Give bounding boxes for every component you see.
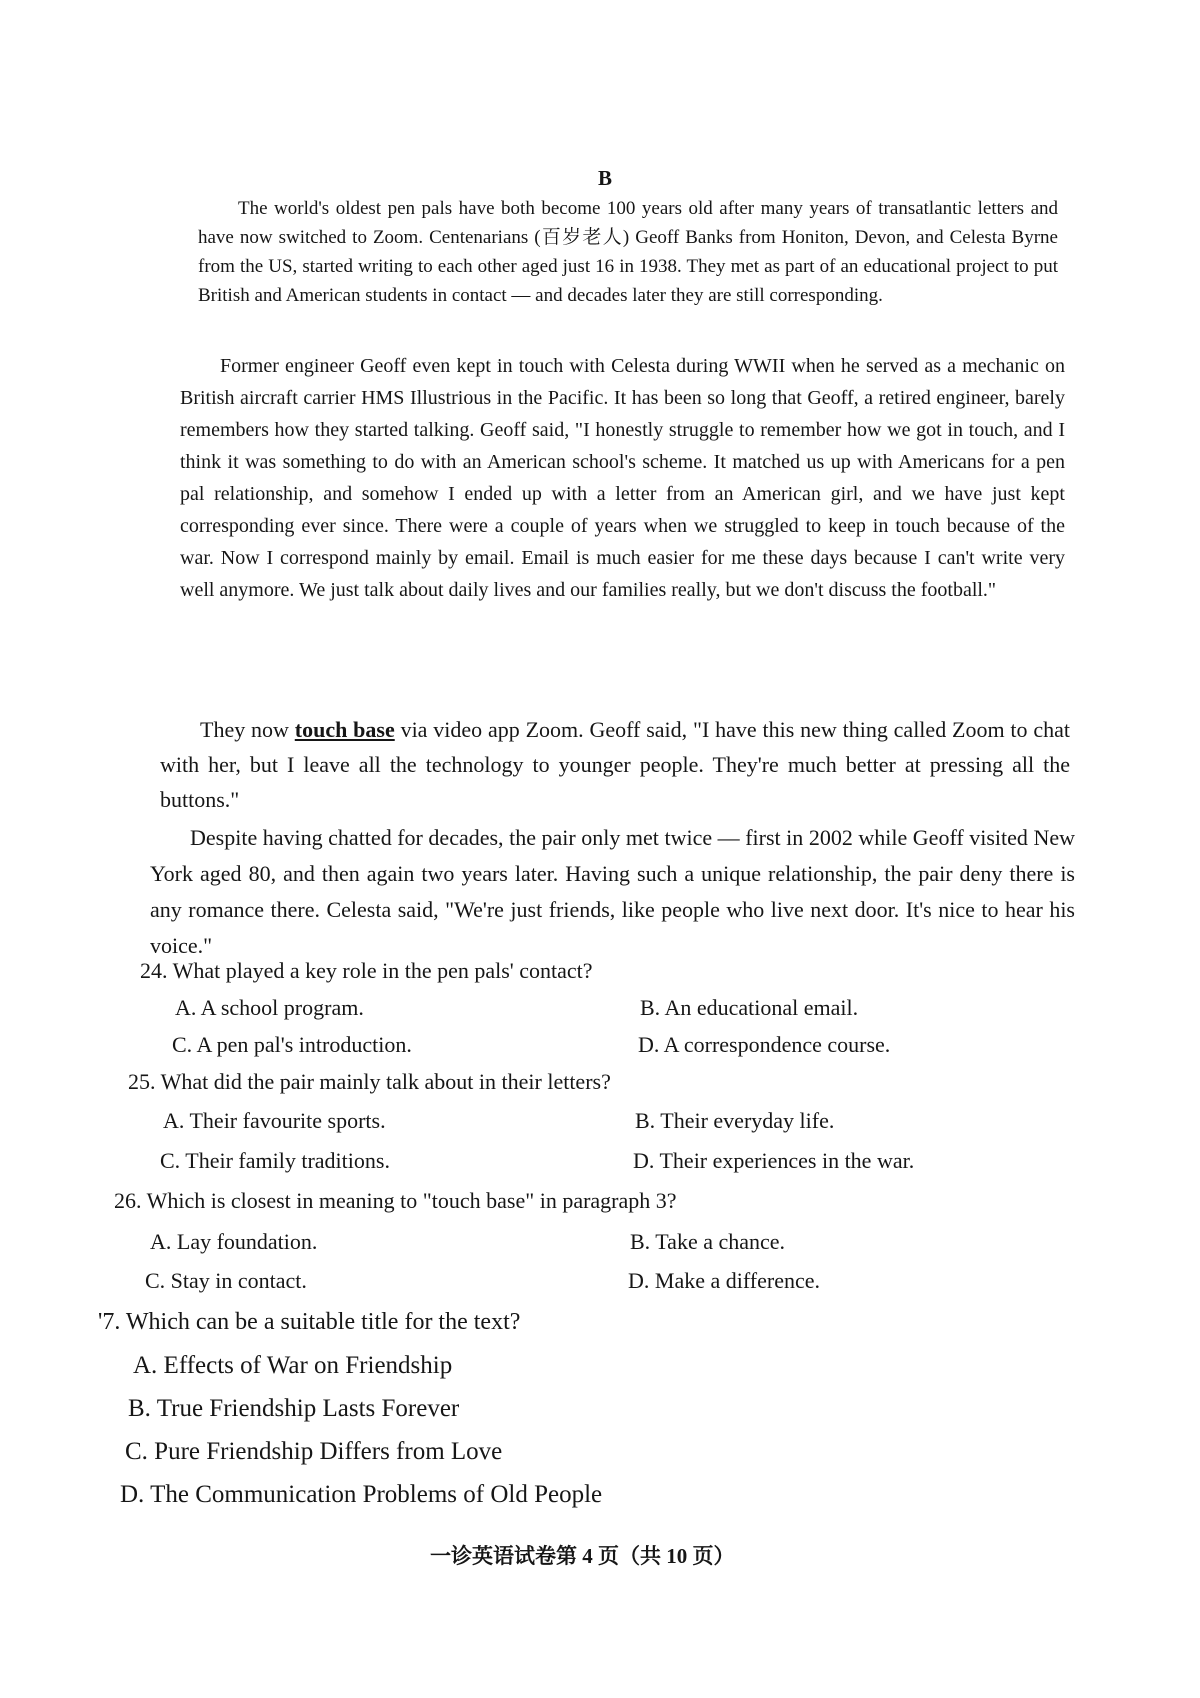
question-24-option-b: B. An educational email. [640, 995, 859, 1020]
question-24-stem: 24. What played a key role in the pen pals' contact? [140, 958, 593, 983]
passage-paragraph-2 [180, 350, 1065, 606]
passage-paragraph-3 [160, 712, 1070, 817]
question-24-option-c: C. A pen pal's introduction. [172, 1032, 412, 1057]
question-26-stem: 26. Which is closest in meaning to "touch base" in paragraph 3? [114, 1188, 677, 1213]
question-26-option-c: C. Stay in contact. [145, 1268, 307, 1293]
question-26-option-d: D. Make a difference. [628, 1268, 820, 1293]
underlined-phrase: touch base [294, 717, 395, 742]
question-27-option-c: C. Pure Friendship Differs from Love [125, 1438, 503, 1465]
question-26-option-a: A. Lay foundation. [150, 1229, 318, 1254]
page-footer: 一诊英语试卷第 4 页（共 10 页） [430, 1544, 735, 1568]
question-27-option-b: B. True Friendship Lasts Forever [128, 1395, 460, 1422]
question-25-option-d: D. Their experiences in the war. [633, 1148, 915, 1173]
paragraph-text: The world's oldest pen pals have both become 100 years old after many years of transatlantic letters and have now switched to Zoom. Centenarians (百岁老人) Geoff Banks from Honiton, Devon, and Celesta Byrne from the US, started writing to each other aged just 16 in 1938. They met as part of an educational project to put British and American students in contact — and decades later they are still corresponding. [198, 198, 1058, 306]
question-25-option-a: A. Their favourite sports. [163, 1108, 386, 1133]
paragraph-text: Former engineer Geoff even kept in touch with Celesta during WWII when he served as a mechanic on British aircraft carrier HMS Illustrious in the Pacific. It has been so long that Geoff, a retired engineer, barely remembers how they started talking. Geoff said, "I honestly struggle to remember how we got in touch, and I think it was something to do with an American school's scheme. It matched us up with Americans for a pen pal relationship, and somehow I ended up with a letter from an American girl, and we have just kept corresponding ever since. There were a couple of years when we struggled to keep in touch because of the war. Now I correspond mainly by email. Email is much easier for me these days because I can't write very well anymore. We just talk about daily lives and our families really, but we don't discuss the football." [180, 355, 1065, 601]
paragraph-text: Despite having chatted for decades, the pair only met twice — first in 2002 while Geoff visited New York aged 80, and then again two years later. Having such a unique relationship, the pair deny there is any romance there. Celesta said, "We're just friends, like people who live next door. It's nice to hear his voice." [150, 825, 1075, 958]
question-24-option-d: D. A correspondence course. [638, 1032, 891, 1057]
question-25-stem: 25. What did the pair mainly talk about in their letters? [128, 1069, 611, 1094]
passage-paragraph-1 [198, 194, 1058, 310]
question-27-stem: '7. Which can be a suitable title for the text? [98, 1309, 521, 1335]
question-25-option-c: C. Their family traditions. [160, 1148, 390, 1173]
section-label: B [598, 166, 613, 190]
paragraph-text-before: They now [200, 717, 295, 742]
question-27-option-a: A. Effects of War on Friendship [133, 1352, 453, 1379]
question-27-option-d: D. The Communication Problems of Old People [120, 1481, 603, 1508]
question-26-option-b: B. Take a chance. [630, 1229, 786, 1254]
question-24-option-a: A. A school program. [175, 995, 364, 1020]
paragraph-text-after: via video app Zoom. Geoff said, "I have this new thing called Zoom to chat with her, but I leave all the technology to younger people. They're much better at pressing all the buttons." [160, 717, 1070, 812]
paragraph-text [160, 712, 1070, 817]
passage-paragraph-4 [150, 820, 1075, 964]
question-25-option-b: B. Their everyday life. [635, 1108, 835, 1133]
